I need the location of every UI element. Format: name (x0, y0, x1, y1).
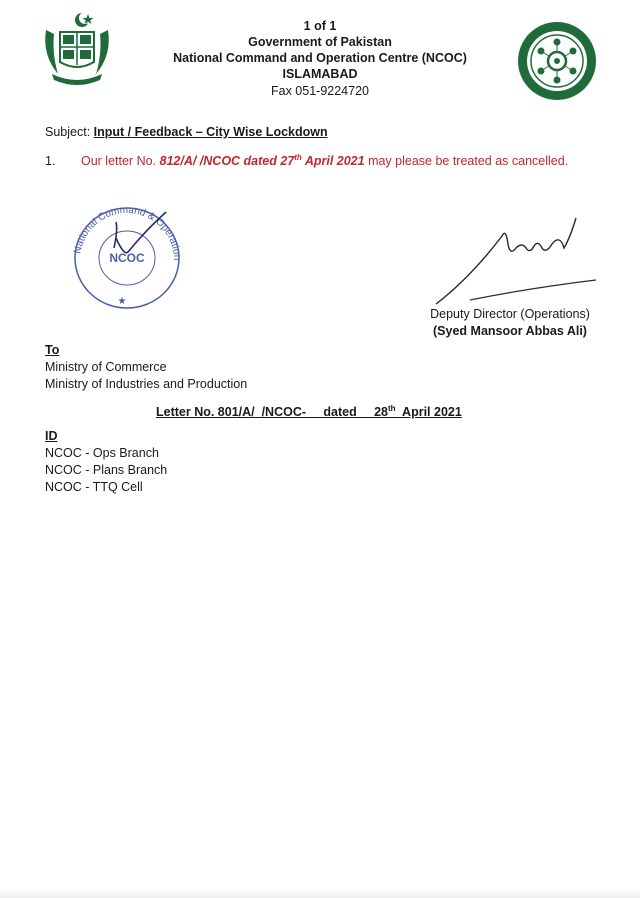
subject-value: Input / Feedback – City Wise Lockdown (93, 125, 328, 139)
internal-item: NCOC - Plans Branch (45, 463, 168, 477)
recipients-block (45, 342, 247, 393)
paragraph-1 (45, 153, 605, 168)
paragraph-lead: Our letter No. (81, 154, 160, 169)
fax-number: Fax 051-9224720 (271, 84, 369, 98)
subject-line (45, 125, 328, 139)
stamp-ring-text: National Command & Operation (72, 204, 183, 261)
signatory-block (410, 306, 610, 340)
page-bottom-edge (0, 890, 640, 898)
recipient-item: Ministry of Industries and Production (45, 377, 248, 391)
page-count: 1 of 1 (303, 19, 337, 33)
internal-item: NCOC - TTQ Cell (45, 480, 143, 494)
paragraph-number: 1. (45, 154, 56, 169)
stamp-star-icon: ★ (117, 296, 127, 307)
paragraph-tail: may please be treated as cancelled. (364, 154, 569, 169)
letterhead (150, 18, 490, 99)
stamp-center-text: NCOC (109, 251, 145, 265)
signatory-title: Deputy Director (Operations) (430, 307, 590, 321)
pakistan-state-emblem-icon (38, 10, 116, 90)
internal-distribution (45, 428, 167, 496)
recipient-item: Ministry of Commerce (45, 360, 167, 374)
handwritten-signature (430, 208, 600, 308)
recipients-heading: To (45, 343, 60, 357)
organization-name: National Command and Operation Centre (NCOC) (173, 51, 467, 65)
signatory-name: (Syed Mansoor Abbas Ali) (433, 324, 587, 338)
government-name: Government of Pakistan (248, 35, 392, 49)
letter-number-line: Letter No. 801/A/ /NCOC- dated 28th April 2021 (156, 404, 462, 420)
internal-heading: ID (45, 429, 58, 443)
city-name: ISLAMABAD (282, 67, 358, 81)
letter-reference: 812/A/ /NCOC dated 27th April 2021 (159, 153, 365, 169)
ncoc-seal-icon (516, 20, 598, 102)
subject-label: Subject: (45, 125, 91, 139)
official-stamp (66, 200, 188, 312)
internal-item: NCOC - Ops Branch (45, 446, 159, 460)
